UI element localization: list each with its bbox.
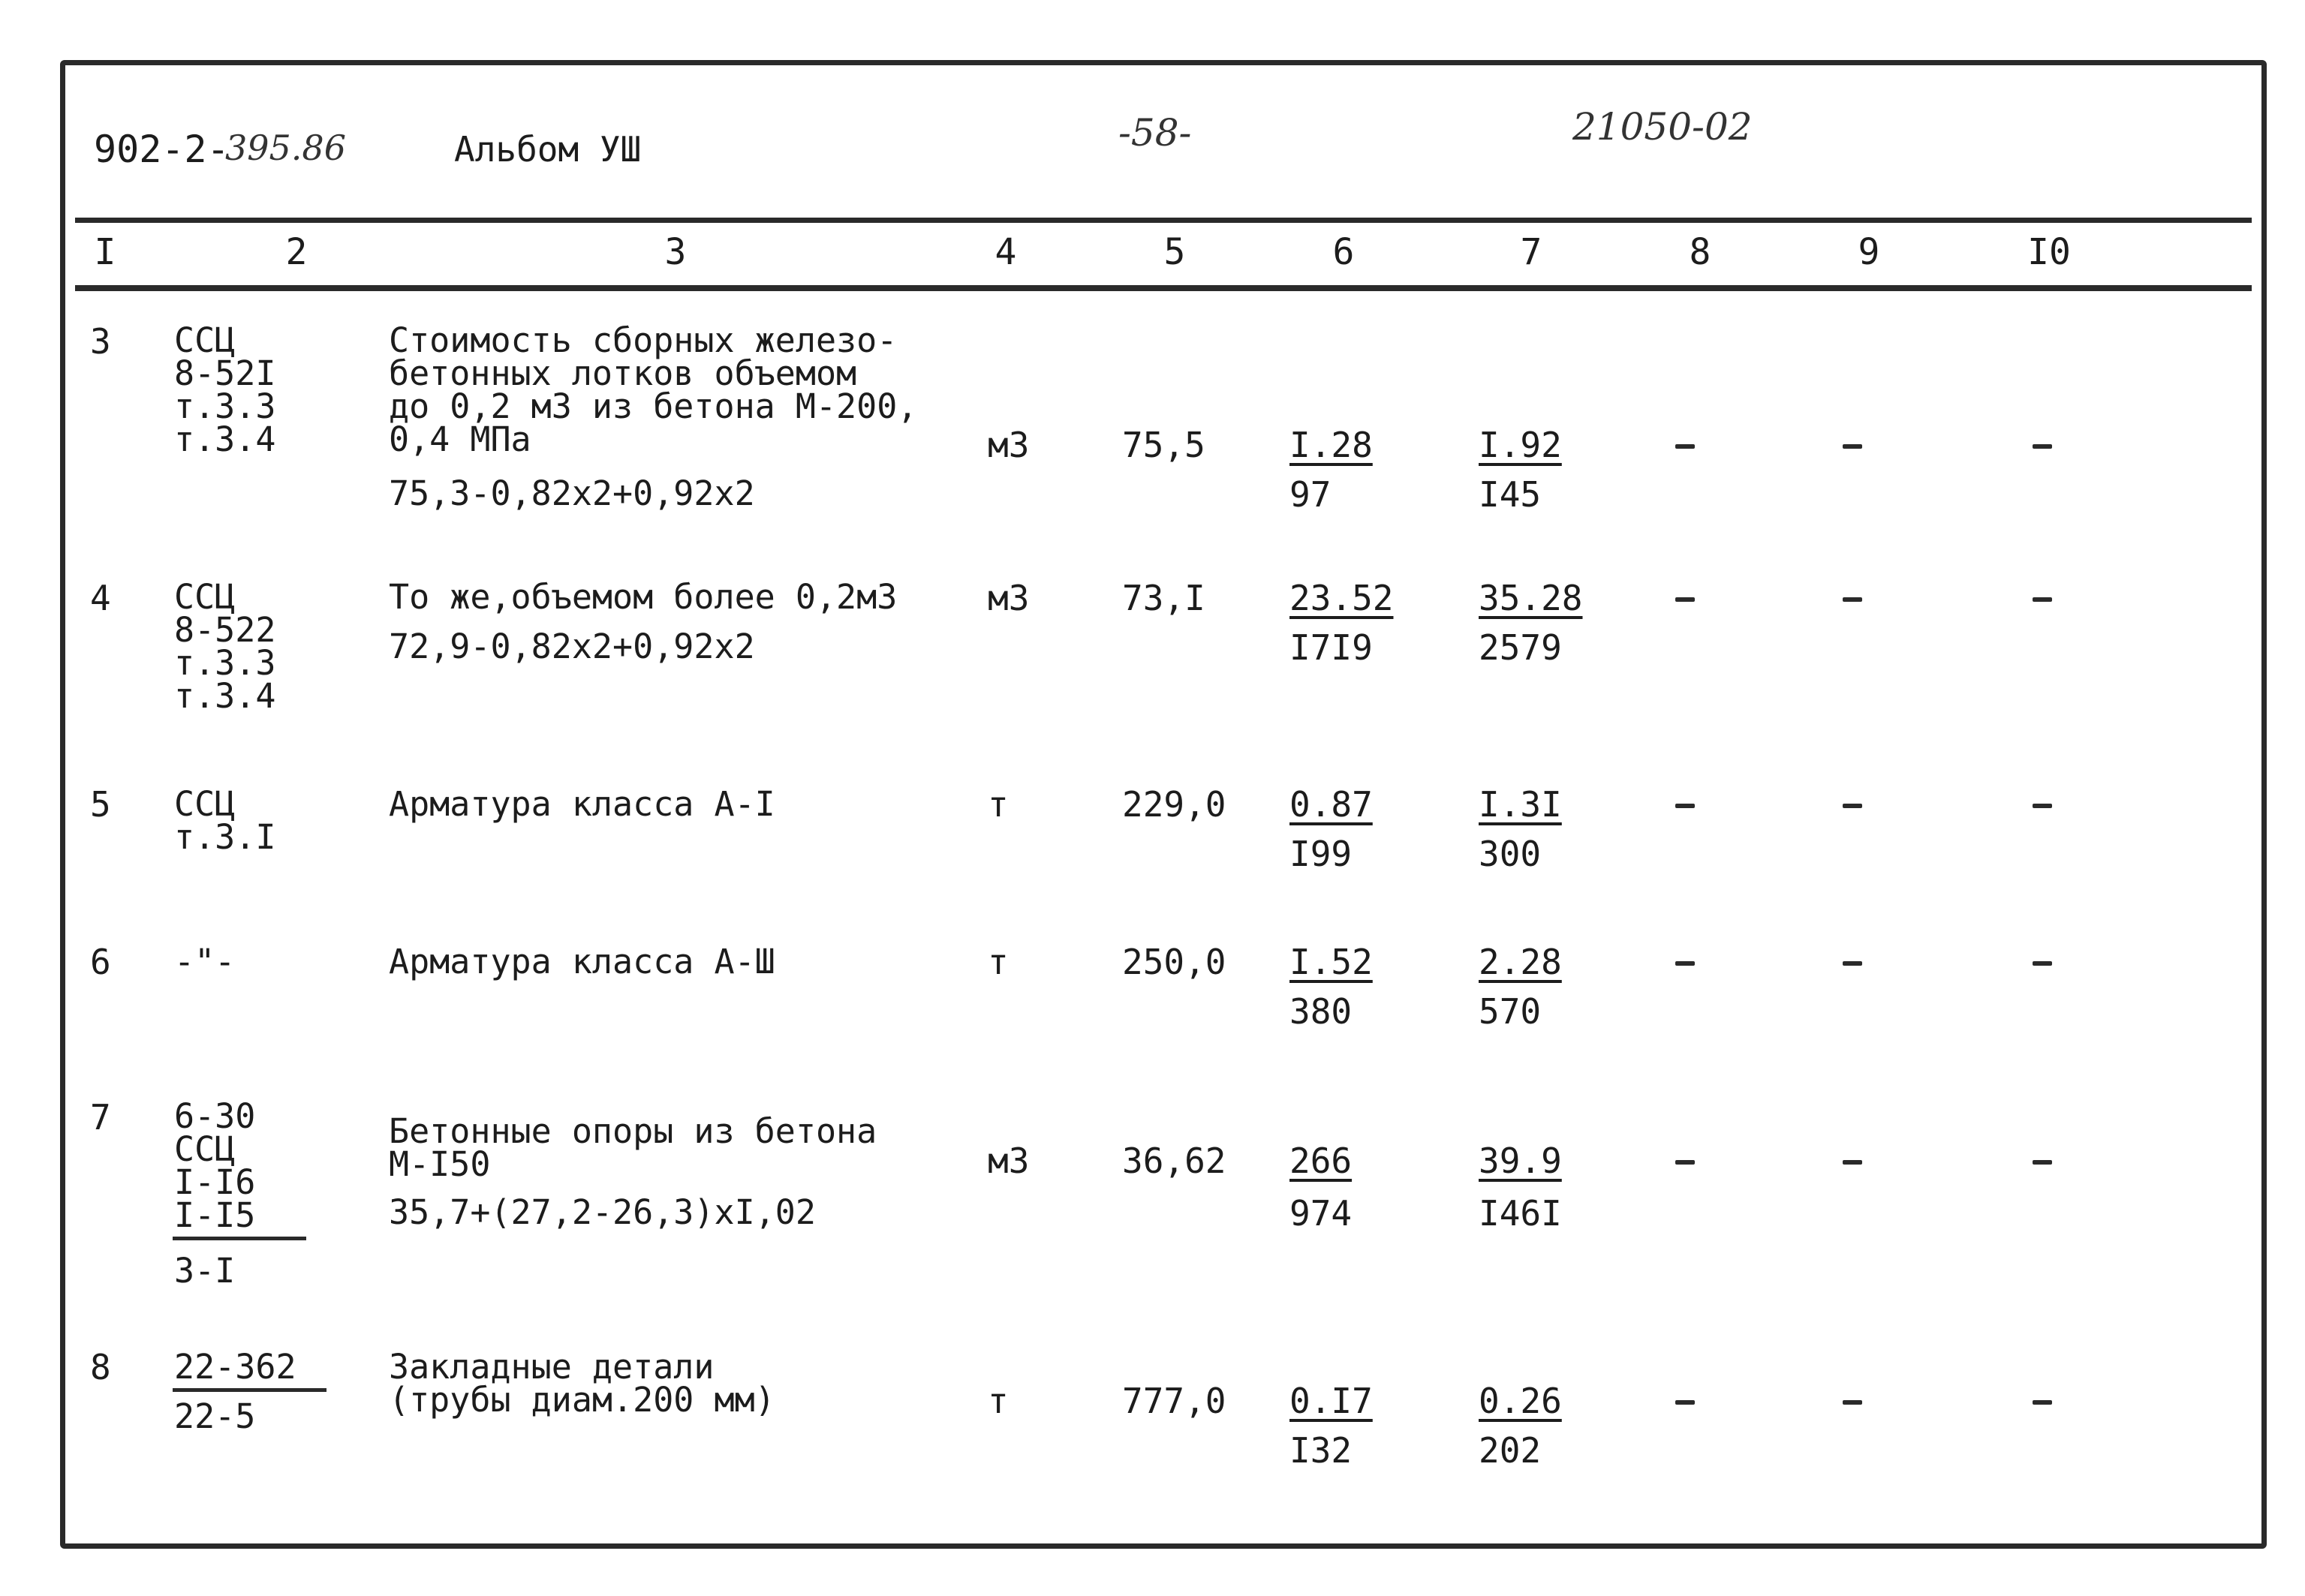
empty-cell-dash (1675, 1160, 1695, 1165)
column-number: 5 (1163, 231, 1186, 273)
empty-cell-dash (2033, 1160, 2052, 1165)
total-cost-adjusted: 570 (1479, 991, 1542, 1032)
column-number: I (94, 231, 116, 273)
price-code-denominator: 3-I (174, 1251, 236, 1291)
unit-cost-adjusted: 35.28 (1479, 578, 1583, 618)
item-description: Закладные детали (трубы диам.200 мм) (389, 1347, 775, 1420)
quantity: 73,I (1122, 578, 1205, 618)
item-calculation: 35,7+(27,2-26,3)xI,02 (389, 1192, 816, 1232)
header-rule (75, 218, 2252, 223)
price-code: ССЦ 8-522 т.3.3 т.3.4 (174, 577, 276, 716)
unit-cost-adjusted: 39.9 (1479, 1141, 1562, 1181)
empty-cell-dash (1843, 961, 1862, 966)
column-number: 2 (285, 231, 308, 273)
column-number: I0 (2027, 231, 2071, 273)
total-cost: 380 (1289, 991, 1353, 1032)
page-number: -58- (1118, 111, 1192, 155)
empty-cell-dash (2033, 444, 2052, 449)
unit-cost: I.28 (1289, 425, 1373, 465)
column-header-rule (75, 285, 2252, 291)
unit-cost: I.52 (1289, 942, 1373, 982)
row-number: 6 (90, 942, 111, 982)
price-code: ССЦ т.3.I (174, 784, 276, 857)
unit: м3 (988, 578, 1030, 618)
unit-cost-adjusted: 0.26 (1479, 1381, 1562, 1421)
empty-cell-dash (1843, 804, 1862, 808)
column-number: 7 (1520, 231, 1542, 273)
total-cost-adjusted: I45 (1479, 474, 1542, 515)
quantity: 777,0 (1122, 1381, 1226, 1421)
fraction-line (173, 1388, 326, 1392)
column-number: 6 (1332, 231, 1355, 273)
empty-cell-dash (1675, 597, 1695, 602)
unit-cost-adjusted: I.92 (1479, 425, 1562, 465)
document-number: 21050-02 (1572, 105, 1753, 149)
column-number: 4 (995, 231, 1017, 273)
empty-cell-dash (1675, 1400, 1695, 1405)
total-cost: 974 (1289, 1193, 1353, 1234)
unit-cost: 0.I7 (1289, 1381, 1373, 1421)
total-cost: I99 (1289, 834, 1353, 874)
total-cost: I32 (1289, 1430, 1353, 1471)
empty-cell-dash (1843, 597, 1862, 602)
unit: м3 (988, 425, 1030, 465)
total-cost: I7I9 (1289, 627, 1373, 668)
price-code: ССЦ 8-52I т.3.3 т.3.4 (174, 320, 276, 459)
item-calculation: 75,3-0,82x2+0,92x2 (389, 473, 755, 513)
total-cost-adjusted: I46I (1479, 1193, 1562, 1234)
empty-cell-dash (1843, 444, 1862, 449)
total-cost: 97 (1289, 474, 1332, 515)
row-number: 7 (90, 1097, 111, 1138)
quantity: 75,5 (1122, 425, 1205, 465)
unit-cost-adjusted: 2.28 (1479, 942, 1562, 982)
unit-cost: 23.52 (1289, 578, 1394, 618)
row-number: 4 (90, 578, 111, 618)
item-description: Стоимость сборных железо- бетонных лотков объемом до 0,2 м3 из бетона М-200, 0,4 МПа (389, 320, 918, 459)
price-code: -"- (174, 942, 236, 981)
item-description: Бетонные опоры из бетона М-I50 (389, 1111, 877, 1184)
item-description: То же,объемом более 0,2м3 (389, 577, 898, 617)
price-code: 22-362 (174, 1347, 296, 1387)
item-description: Арматура класса А-I (389, 784, 775, 824)
total-cost-adjusted: 2579 (1479, 627, 1562, 668)
empty-cell-dash (1843, 1160, 1862, 1165)
unit-cost: 0.87 (1289, 784, 1373, 825)
unit: т (988, 942, 1009, 982)
column-number: 9 (1858, 231, 1880, 273)
quantity: 229,0 (1122, 784, 1226, 825)
row-number: 5 (90, 784, 111, 825)
empty-cell-dash (2033, 961, 2052, 966)
column-number: 8 (1689, 231, 1711, 273)
unit-cost-adjusted: I.3I (1479, 784, 1562, 825)
quantity: 36,62 (1122, 1141, 1226, 1181)
empty-cell-dash (2033, 1400, 2052, 1405)
unit: м3 (988, 1141, 1030, 1181)
empty-cell-dash (2033, 804, 2052, 808)
column-number: 3 (664, 231, 687, 273)
empty-cell-dash (1843, 1400, 1862, 1405)
fraction-line (173, 1237, 306, 1240)
total-cost-adjusted: 202 (1479, 1430, 1542, 1471)
quantity: 250,0 (1122, 942, 1226, 982)
unit: т (988, 784, 1009, 825)
empty-cell-dash (1675, 444, 1695, 449)
album-label: Альбом УШ (454, 129, 642, 170)
row-number: 8 (90, 1347, 111, 1387)
empty-cell-dash (1675, 961, 1695, 966)
price-code: 6-30 ССЦ I-I6 I-I5 (174, 1096, 256, 1235)
empty-cell-dash (1675, 804, 1695, 808)
item-calculation: 72,9-0,82x2+0,92x2 (389, 627, 755, 666)
document-code-handwritten: 395.86 (225, 128, 346, 168)
total-cost-adjusted: 300 (1479, 834, 1542, 874)
price-code-denominator: 22-5 (174, 1396, 256, 1436)
unit: т (988, 1381, 1009, 1421)
document-code: 902-2- (94, 128, 230, 171)
item-description: Арматура класса А-Ш (389, 942, 775, 981)
empty-cell-dash (2033, 597, 2052, 602)
row-number: 3 (90, 321, 111, 362)
unit-cost: 266 (1289, 1141, 1353, 1181)
